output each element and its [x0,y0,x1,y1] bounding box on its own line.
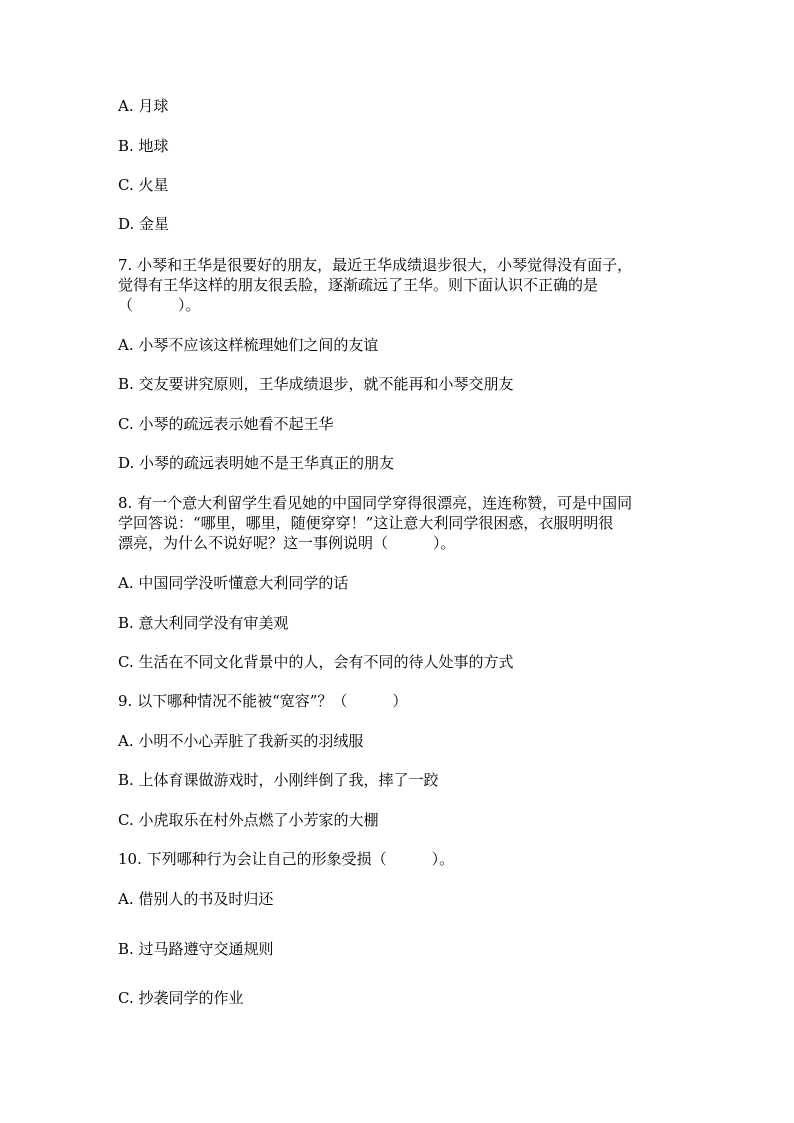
option-c-mars: C. 火星 [118,176,169,194]
question-8-option-c: C. 生活在不同文化背景中的人，会有不同的待人处事的方式 [118,653,514,671]
question-7-option-c: C. 小琴的疏远表示她看不起王华 [118,415,334,433]
question-9-option-a: A. 小明不小心弄脏了我新买的羽绒服 [118,732,364,750]
question-8-line-2: 学回答说：“哪里，哪里，随便穿穿！”这让意大利同学很困惑，衣服明明很 [118,514,614,532]
question-10-option-b: B. 过马路遵守交通规则 [118,940,274,958]
option-b-earth: B. 地球 [118,137,169,155]
question-8-option-a: A. 中国同学没听懂意大利同学的话 [118,574,349,592]
question-7-option-a: A. 小琴不应该这样梳理她们之间的友谊 [118,336,379,354]
question-8-option-b: B. 意大利同学没有审美观 [118,614,289,632]
option-a-moon: A. 月球 [118,97,169,115]
question-7-line-1: 7. 小琴和王华是很要好的朋友，最近王华成绩退步很大，小琴觉得没有面子， [118,256,633,274]
question-10 [118,849,678,869]
question-8-line-1: 8. 有一个意大利留学生看见她的中国同学穿得很漂亮，连连称赞，可是中国同 [118,494,633,512]
option-d-venus: D. 金星 [118,215,170,233]
question-7-option-b: B. 交友要讲究原则，王华成绩退步，就不能再和小琴交朋友 [118,375,514,393]
question-7-option-d: D. 小琴的疏远表明她不是王华真正的朋友 [118,454,395,472]
question-7-line-3: （ ）。 [118,296,201,314]
question-8 [118,493,678,553]
question-9-option-c: C. 小虎取乐在村外点燃了小芳家的大棚 [118,811,379,829]
question-10-option-a: A. 借别人的书及时归还 [118,890,274,908]
question-10-option-c: C. 抄袭同学的作业 [118,989,244,1007]
question-7-line-2: 觉得有王华这样的朋友很丢脸，逐渐疏远了王华。则下面认识不正确的是 [118,276,599,294]
question-9-option-b: B. 上体育课做游戏时，小刚绊倒了我，摔了一跤 [118,771,439,789]
question-9 [118,691,678,711]
question-10-line-1: 10. 下列哪种行为会让自己的形象受损（ ）。 [118,850,455,868]
question-8-line-3: 漂亮，为什么不说好呢？这一事例说明（ ）。 [118,534,456,552]
question-7 [118,255,678,315]
question-9-line-1: 9. 以下哪种情况不能被“宽容”？（ ） [118,692,408,710]
